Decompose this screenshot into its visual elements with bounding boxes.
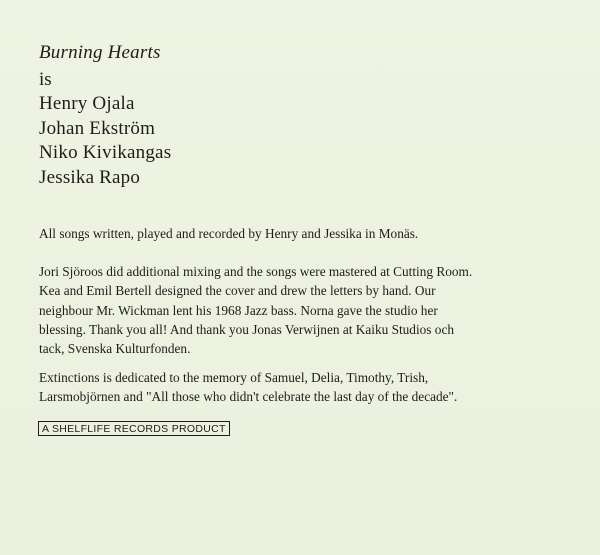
text-line: neighbour Mr. Wickman lent his 1968 Jazz bass. Norna gave the studio her (39, 302, 438, 318)
text-line: Extinctions is dedicated to the memory of Samuel, Delia, Timothy, Trish, (39, 370, 429, 385)
text-line: tack, Svenska Kulturfonden. (39, 341, 191, 357)
dedication-paragraph (39, 368, 569, 407)
text-line: Larsmobjörnen and "All those who didn't celebrate the last day of the decade". (39, 389, 458, 405)
member-name: Johan Ekström (39, 117, 156, 139)
band-name: Burning Hearts (39, 42, 161, 63)
member-name: Henry Ojala (39, 93, 135, 114)
member-name: Niko Kivikangas (39, 142, 172, 163)
text-line: blessing. Thank you all! And thank you Jonas Verwijnen at Kaiku Studios och (39, 321, 454, 337)
text-line: All songs written, played and recorded by Henry and Jessika in Monäs. (39, 226, 419, 241)
member-name: Jessika Rapo (39, 166, 141, 188)
member-list (39, 92, 171, 190)
is-word: is (39, 69, 52, 90)
text-line: Jori Sjöroos did additional mixing and the songs were mastered at Cutting Room. (39, 264, 473, 279)
text-line: Kea and Emil Bertell designed the cover and drew the letters by hand. Our (39, 283, 436, 299)
recording-credit (39, 224, 569, 243)
thanks-paragraph (39, 262, 569, 358)
label-product-box: A SHELFLIFE RECORDS PRODUCT (38, 421, 230, 436)
